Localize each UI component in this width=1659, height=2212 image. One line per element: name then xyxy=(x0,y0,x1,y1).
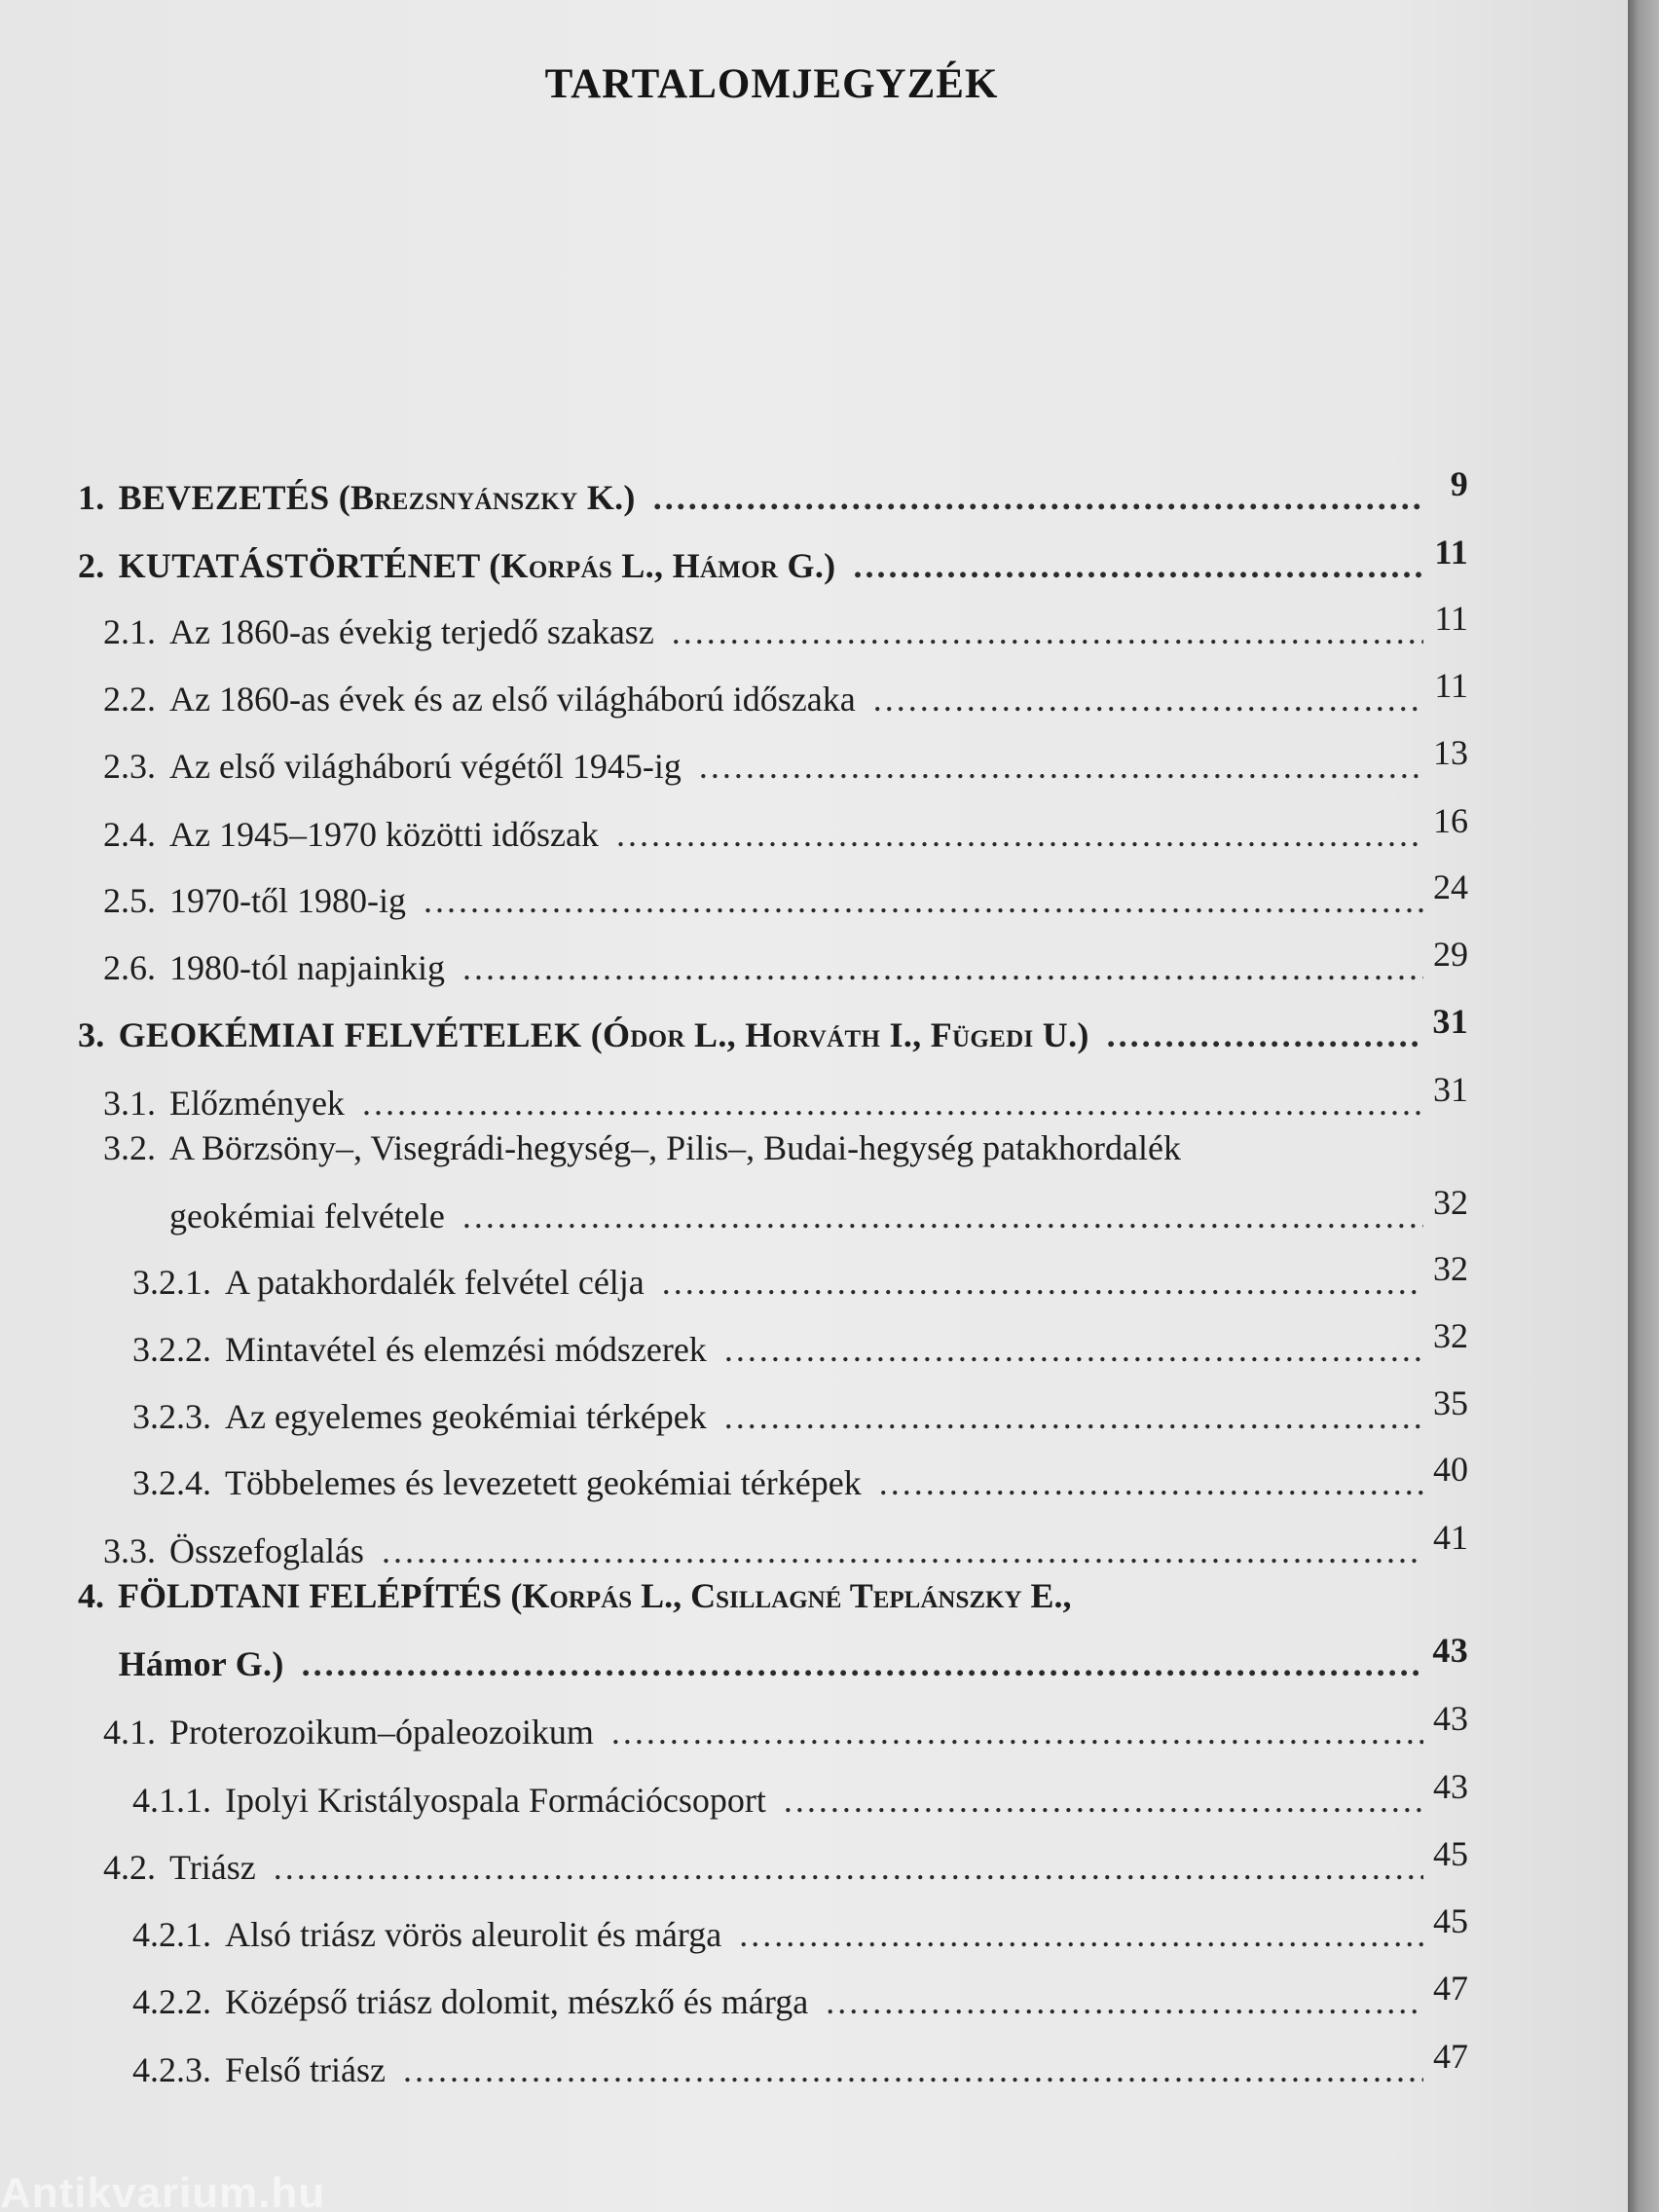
toc-entry-number: 3.2.1. xyxy=(132,1263,211,1302)
toc-entry-page: 24 xyxy=(1433,867,1468,906)
toc-entry-number: 2.4. xyxy=(103,815,156,854)
toc-entry-title: Előzmények xyxy=(169,1084,345,1123)
toc-entry-page: 47 xyxy=(1433,2037,1468,2076)
toc-entry-number: 4.2.3. xyxy=(132,2050,211,2089)
dot-leader xyxy=(662,1262,1423,1303)
toc-entry xyxy=(132,1316,1468,1387)
toc-entry-title: Többelemes és levezetett geokémiai térképek xyxy=(225,1463,862,1502)
toc-entry-page: 43 xyxy=(1432,1631,1468,1670)
toc-entry-page: 31 xyxy=(1432,1002,1468,1041)
toc-entry-title: A patakhordalék felvétel célja xyxy=(225,1263,645,1302)
dot-leader xyxy=(462,1196,1423,1236)
toc-entry-title-text: A Börzsöny–, Visegrádi-hegység–, Pilis–, Budai-hegység patakhordalék xyxy=(169,1128,1181,1167)
toc-entry xyxy=(103,733,1468,804)
toc-entry-number: 1. xyxy=(78,478,105,517)
toc-entry xyxy=(103,1183,1468,1254)
toc-entry-page: 35 xyxy=(1433,1383,1468,1422)
toc-entry-number: 3.2.4. xyxy=(132,1463,211,1502)
toc-entry-title: KUTATÁSTÖRTÉNET (Korpás L., Hámor G.) xyxy=(118,546,836,585)
toc-entry xyxy=(132,1249,1468,1320)
toc-entry-number: 2.1. xyxy=(103,612,156,651)
toc-entry-number: 2.2. xyxy=(103,680,156,719)
toc-entry-title: Az 1860-as évek és az első világháború időszaka xyxy=(169,680,856,719)
toc-entry-page: 13 xyxy=(1433,733,1468,772)
toc-entry-number: 4. xyxy=(78,1576,104,1615)
toc-entry xyxy=(103,867,1468,939)
toc-entry-title: Az 1860-as évekig terjedő szakasz xyxy=(169,612,654,651)
dot-leader xyxy=(699,746,1423,787)
toc-entry-title: Összefoglalás xyxy=(169,1531,364,1570)
watermark: Antikvarium.hu xyxy=(0,2169,326,2212)
toc-entry-page: 11 xyxy=(1434,533,1468,571)
toc-entry-number: 3.2. xyxy=(103,1128,156,1167)
dot-leader xyxy=(611,1712,1423,1752)
toc-entry-number: 4.2.1. xyxy=(132,1915,211,1954)
toc-entry-title: GEOKÉMIAI FELVÉTELEK (Ódor L., Horváth I., Fügedi U.) xyxy=(118,1015,1089,1054)
toc-entry-page: 43 xyxy=(1433,1767,1468,1806)
toc-entry xyxy=(103,599,1468,670)
toc-entry-number: 4.2. xyxy=(103,1848,156,1887)
toc-entry-page: 31 xyxy=(1433,1070,1468,1109)
toc-entry-title: Az 1945–1970 közötti időszak xyxy=(169,815,599,854)
toc-entry xyxy=(132,1450,1468,1521)
toc-entry-number: 2.5. xyxy=(103,881,156,920)
toc-entry-title: 1980-tól napjainkig xyxy=(169,948,445,987)
toc-entry xyxy=(78,1631,1468,1702)
toc-entry-number: 3.1. xyxy=(103,1084,156,1123)
toc-entry xyxy=(78,1002,1468,1073)
toc-entry-page: 11 xyxy=(1434,599,1468,638)
toc-entry-title: Az első világháború végétől 1945-ig xyxy=(169,747,682,786)
dot-leader xyxy=(462,947,1423,988)
toc-entry-title-line1 xyxy=(78,1575,1072,1616)
dot-leader xyxy=(653,477,1423,518)
toc-entry-page: 9 xyxy=(1450,464,1468,503)
toc-entry-title: Felső triász xyxy=(225,2050,386,2089)
toc-entry xyxy=(78,464,1468,535)
toc-entry-page: 32 xyxy=(1433,1183,1468,1222)
toc-entry xyxy=(132,1969,1468,2040)
page-title: TARTALOMJEGYZÉK xyxy=(544,61,999,107)
dot-leader xyxy=(672,611,1423,652)
toc-entry-title-line1 xyxy=(103,1127,1181,1168)
toc-entry-page: 45 xyxy=(1433,1901,1468,1940)
toc-entry xyxy=(103,666,1468,737)
dot-leader xyxy=(616,814,1423,855)
toc-entry-title: Mintavétel és elemzési módszerek xyxy=(225,1330,707,1369)
toc-entry xyxy=(132,1901,1468,1972)
toc-entry-title: geokémiai felvétele xyxy=(169,1197,445,1235)
toc-entry-number: 2.3. xyxy=(103,747,156,786)
toc-entry-page: 43 xyxy=(1433,1699,1468,1738)
toc-entry-page: 29 xyxy=(1433,935,1468,974)
page-edge xyxy=(1628,0,1659,2212)
toc-entry-title: Triász xyxy=(169,1848,256,1887)
toc-entry-page: 11 xyxy=(1434,666,1468,705)
toc-entry xyxy=(103,801,1468,872)
dot-leader xyxy=(853,545,1423,586)
dot-leader xyxy=(302,1643,1423,1684)
dot-leader xyxy=(424,880,1423,921)
toc-entry xyxy=(132,2037,1468,2108)
toc-entry-title: Ipolyi Kristályospala Formációcsoport xyxy=(225,1781,766,1820)
toc-entry-number: 3.2.3. xyxy=(132,1397,211,1436)
toc-entry-title: Hámor G.) xyxy=(118,1644,284,1683)
dot-leader xyxy=(826,1981,1423,2022)
toc-entry-number: 3. xyxy=(78,1015,105,1054)
toc-entry xyxy=(103,1699,1468,1770)
toc-entry xyxy=(78,533,1468,604)
toc-entry-number: 3.2.2. xyxy=(132,1330,211,1369)
toc-entry-page: 32 xyxy=(1433,1316,1468,1355)
toc-entry-page: 45 xyxy=(1433,1834,1468,1873)
dot-leader xyxy=(1107,1014,1423,1055)
toc-entry xyxy=(103,1834,1468,1905)
toc-entry-page: 40 xyxy=(1433,1450,1468,1489)
toc-entry-number: 3.3. xyxy=(103,1531,156,1570)
dot-leader xyxy=(724,1396,1423,1437)
dot-leader xyxy=(873,679,1423,719)
toc-entry-page: 47 xyxy=(1433,1969,1468,2008)
toc-entry-page: 41 xyxy=(1433,1518,1468,1557)
dot-leader xyxy=(784,1780,1423,1821)
dot-leader xyxy=(362,1083,1423,1124)
toc-entry-number: 2.6. xyxy=(103,948,156,987)
dot-leader xyxy=(739,1914,1423,1955)
dot-leader xyxy=(274,1847,1423,1888)
toc-entry-title: Középső triász dolomit, mészkő és márga xyxy=(225,1982,809,2021)
toc-entry-title: 1970-től 1980-ig xyxy=(169,881,406,920)
dot-leader xyxy=(403,2049,1423,2090)
toc-entry-title: BEVEZETÉS (Brezsnyánszky K.) xyxy=(118,478,636,517)
toc-entry xyxy=(132,1383,1468,1455)
dot-leader xyxy=(724,1329,1423,1370)
toc-entry-number: 4.1.1. xyxy=(132,1781,211,1820)
toc-entry xyxy=(132,1767,1468,1838)
toc-entry-number: 2. xyxy=(78,546,105,585)
toc-entry-title: Alsó triász vörös aleurolit és márga xyxy=(225,1915,722,1954)
toc-entry-title: Az egyelemes geokémiai térképek xyxy=(225,1397,707,1436)
toc-entry-title: Proterozoikum–ópaleozoikum xyxy=(169,1713,594,1751)
toc-entry-number: 4.2.2. xyxy=(132,1982,211,2021)
dot-leader xyxy=(879,1462,1423,1503)
toc-entry-number: 4.1. xyxy=(103,1713,156,1751)
dot-leader xyxy=(382,1530,1423,1571)
toc-entry-page: 16 xyxy=(1433,801,1468,840)
toc-entry-page: 32 xyxy=(1433,1249,1468,1288)
toc-entry xyxy=(103,935,1468,1006)
toc-entry-title-text: FÖLDTANI FELÉPÍTÉS (Korpás L., Csillagné Teplánszky E., xyxy=(118,1576,1072,1615)
